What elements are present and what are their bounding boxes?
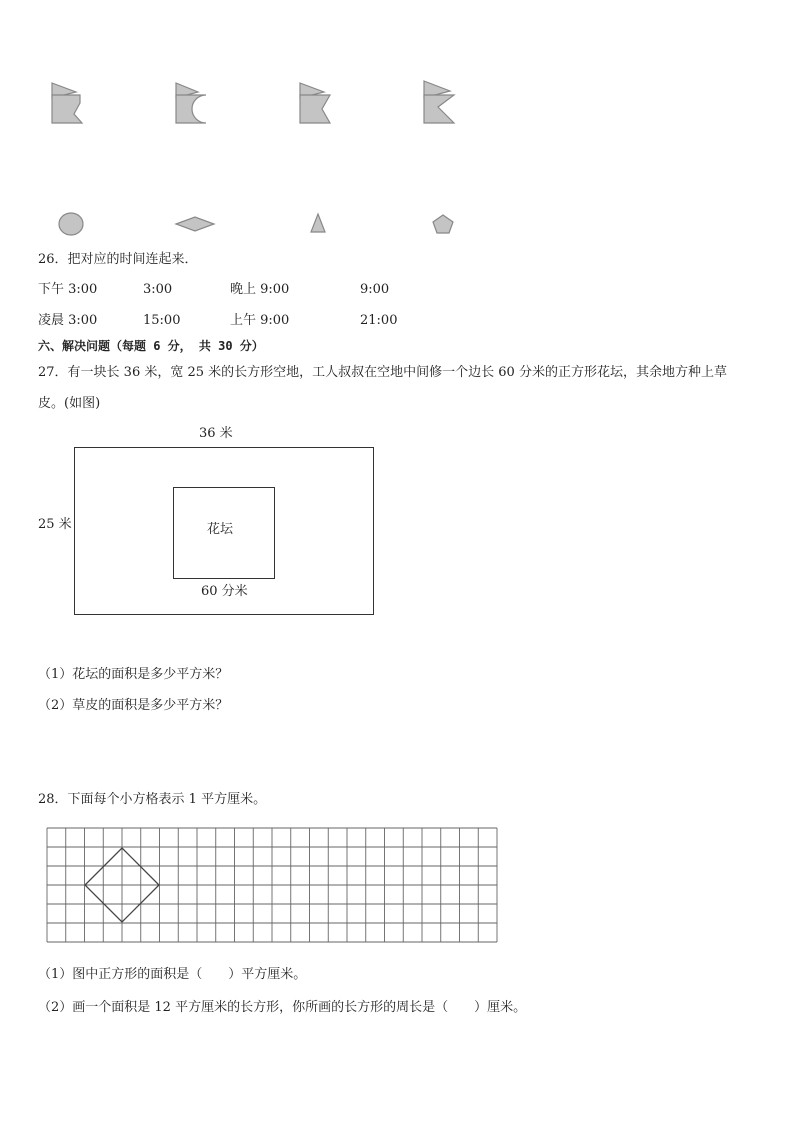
question-28-title: 28．下面每个小方格表示 1 平方厘米。	[38, 792, 267, 807]
rhombus-icon	[176, 217, 214, 231]
question-28-sub2: （2）画一个面积是 12 平方厘米的长方形，你所画的长方形的周长是（ ）厘米。	[38, 1000, 527, 1015]
time-row1-col1: 下午 3:00	[38, 282, 98, 297]
time-row1-col2: 3:00	[143, 282, 173, 297]
solid-shape-3-icon	[300, 83, 330, 123]
solid-shape-1-icon	[52, 83, 82, 123]
time-row2-col2: 15:00	[143, 313, 181, 328]
circle-icon	[59, 213, 83, 235]
solid-shape-4-icon	[424, 81, 454, 123]
flat-shapes-row	[0, 205, 794, 245]
question-27-line1: 27．有一块长 36 米，宽 25 米的长方形空地，工人叔叔在空地中间修一个边长 60 分米的正方形花坛，其余地方种上草	[38, 365, 727, 380]
time-row2-col4: 21:00	[360, 313, 398, 328]
time-row1-col3: 晚上 9:00	[230, 282, 290, 297]
question-27-sub1: （1）花坛的面积是多少平方米？	[38, 667, 229, 682]
question-28-sub1: （1）图中正方形的面积是（ ）平方厘米。	[38, 967, 307, 982]
section-6-title: 六、解决问题（每题 6 分， 共 30 分）	[38, 339, 264, 353]
pentagon-icon	[433, 215, 453, 233]
solid-shape-2-icon	[176, 83, 206, 123]
square-grid	[40, 822, 510, 952]
question-27-line2: 皮。(如图)	[38, 396, 101, 411]
solid-shapes-row	[0, 70, 794, 140]
question-27-sub2: （2）草皮的面积是多少平方米？	[38, 698, 229, 713]
field-width-label: 25 米	[38, 517, 72, 532]
triangle-icon	[311, 214, 325, 232]
flower-bed-label: 花坛	[207, 522, 234, 537]
time-row2-col3: 上午 9:00	[230, 313, 290, 328]
time-row1-col4: 9:00	[360, 282, 390, 297]
field-length-label: 36 米	[199, 426, 233, 441]
question-26-title: 26．把对应的时间连起来．	[38, 252, 198, 267]
flower-bed-side-label: 60 分米	[201, 584, 248, 599]
time-row2-col1: 凌晨 3:00	[38, 313, 98, 328]
grid-lines	[47, 828, 497, 942]
